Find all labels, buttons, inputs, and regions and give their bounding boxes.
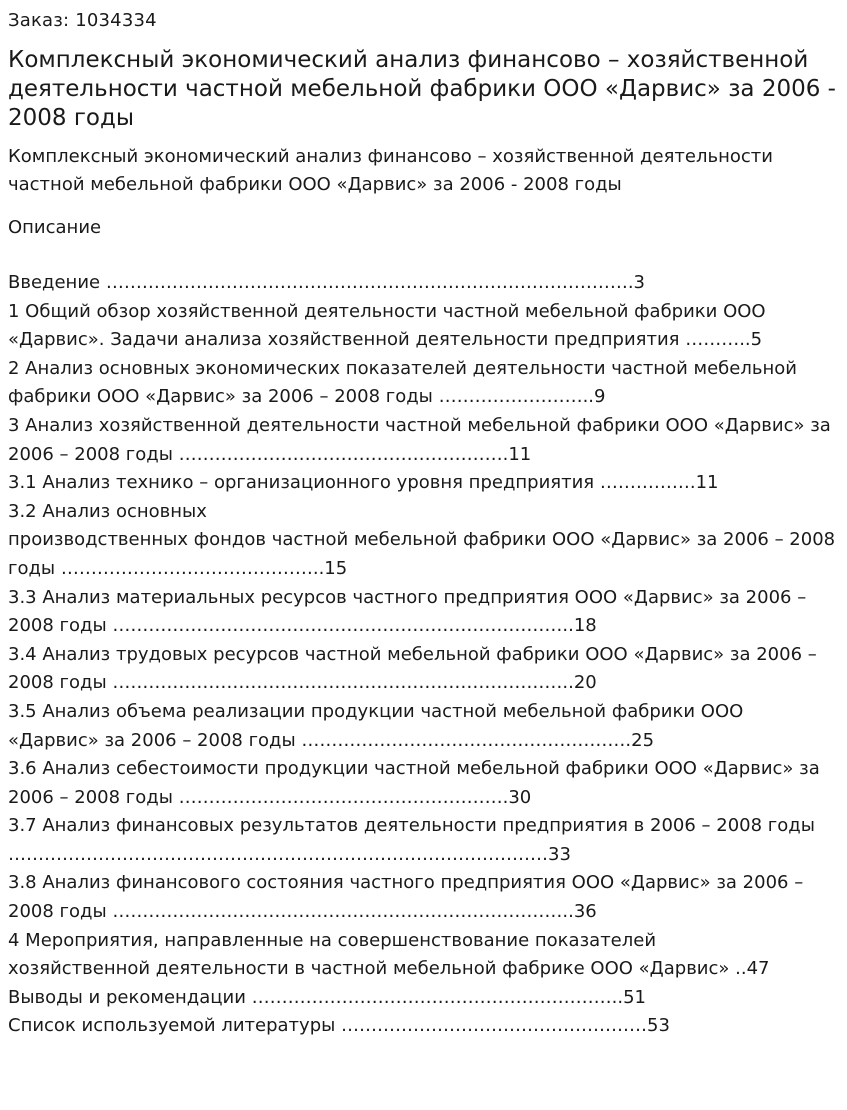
toc-item: Введение …………………………………………………………………………….3 bbox=[8, 272, 645, 293]
toc-item: 3.8 Анализ финансового состояния частного предприятия ООО «Дарвис» за 2006 – 2008 годы …………………………………………………………………..36 bbox=[8, 872, 804, 923]
toc-item: 3.1 Анализ технико – организационного уровня предприятия …………….11 bbox=[8, 472, 719, 494]
toc-item: 1 Общий обзор хозяйственной деятельности частной мебельной фабрики ООО «Дарвис». Задачи анализа хозяйственной деятельности предприятия ………..5 bbox=[8, 300, 766, 351]
toc-item: 3.6 Анализ себестоимости продукции частной мебельной фабрики ООО «Дарвис» за 2006 – 2008 годы ……………………………………………….30 bbox=[8, 758, 820, 808]
toc-item: 3.3 Анализ материальных ресурсов частного предприятия ООО «Дарвис» за 2006 – 2008 годы …………………………………………………………………..18 bbox=[8, 586, 807, 637]
order-number: Заказ: 1034334 bbox=[8, 10, 157, 31]
toc-item: 4 Мероприятия, направленные на совершенствование показателей хозяйственной деятельности в частной мебельной фабрике ООО «Дарвис» ..47 bbox=[8, 929, 770, 980]
toc-item: 3.7 Анализ финансовых результатов деятельности предприятия в 2006 – 2008 годы ………………………………………………………………………………33 bbox=[8, 815, 815, 865]
toc-item: 3.4 Анализ трудовых ресурсов частной мебельной фабрики ООО «Дарвис» за 2006 – 2008 годы …………………………………………………………………..20 bbox=[8, 643, 817, 694]
document-title: Комплексный экономический анализ финансово – хозяйственной деятельности частной мебельной фабрики ООО «Дарвис» за 2006 - 2008 годы bbox=[8, 47, 836, 131]
toc-item: Список используемой литературы ……………………………………………53 bbox=[8, 1015, 670, 1037]
description-label: Описание bbox=[8, 217, 102, 238]
toc-item: 3 Анализ хозяйственной деятельности частной мебельной фабрики ООО «Дарвис» за 2006 – 2008 годы ……………………………………………….11 bbox=[8, 414, 831, 465]
toc-item: 2 Анализ основных экономических показателей деятельности частной мебельной фабрики ООО «Дарвис» за 2006 – 2008 годы ……………………..9 bbox=[8, 357, 797, 408]
toc-item: 3.2 Анализ основных производственных фондов частной мебельной фабрики ООО «Дарвис» за 2006 – 2008 годы ……………………………………..15 bbox=[8, 500, 836, 579]
table-of-contents bbox=[8, 269, 839, 1041]
document-subtitle: Комплексный экономический анализ финансово – хозяйственной деятельности частной мебельной фабрики ООО «Дарвис» за 2006 - 2008 годы bbox=[8, 146, 773, 195]
toc-item: Выводы и рекомендации ……………………………………………………..51 bbox=[8, 986, 646, 1008]
toc-item: 3.5 Анализ объема реализации продукции частной мебельной фабрики ООО «Дарвис» за 2006 – 2008 годы ……………………………………………….25 bbox=[8, 700, 744, 751]
